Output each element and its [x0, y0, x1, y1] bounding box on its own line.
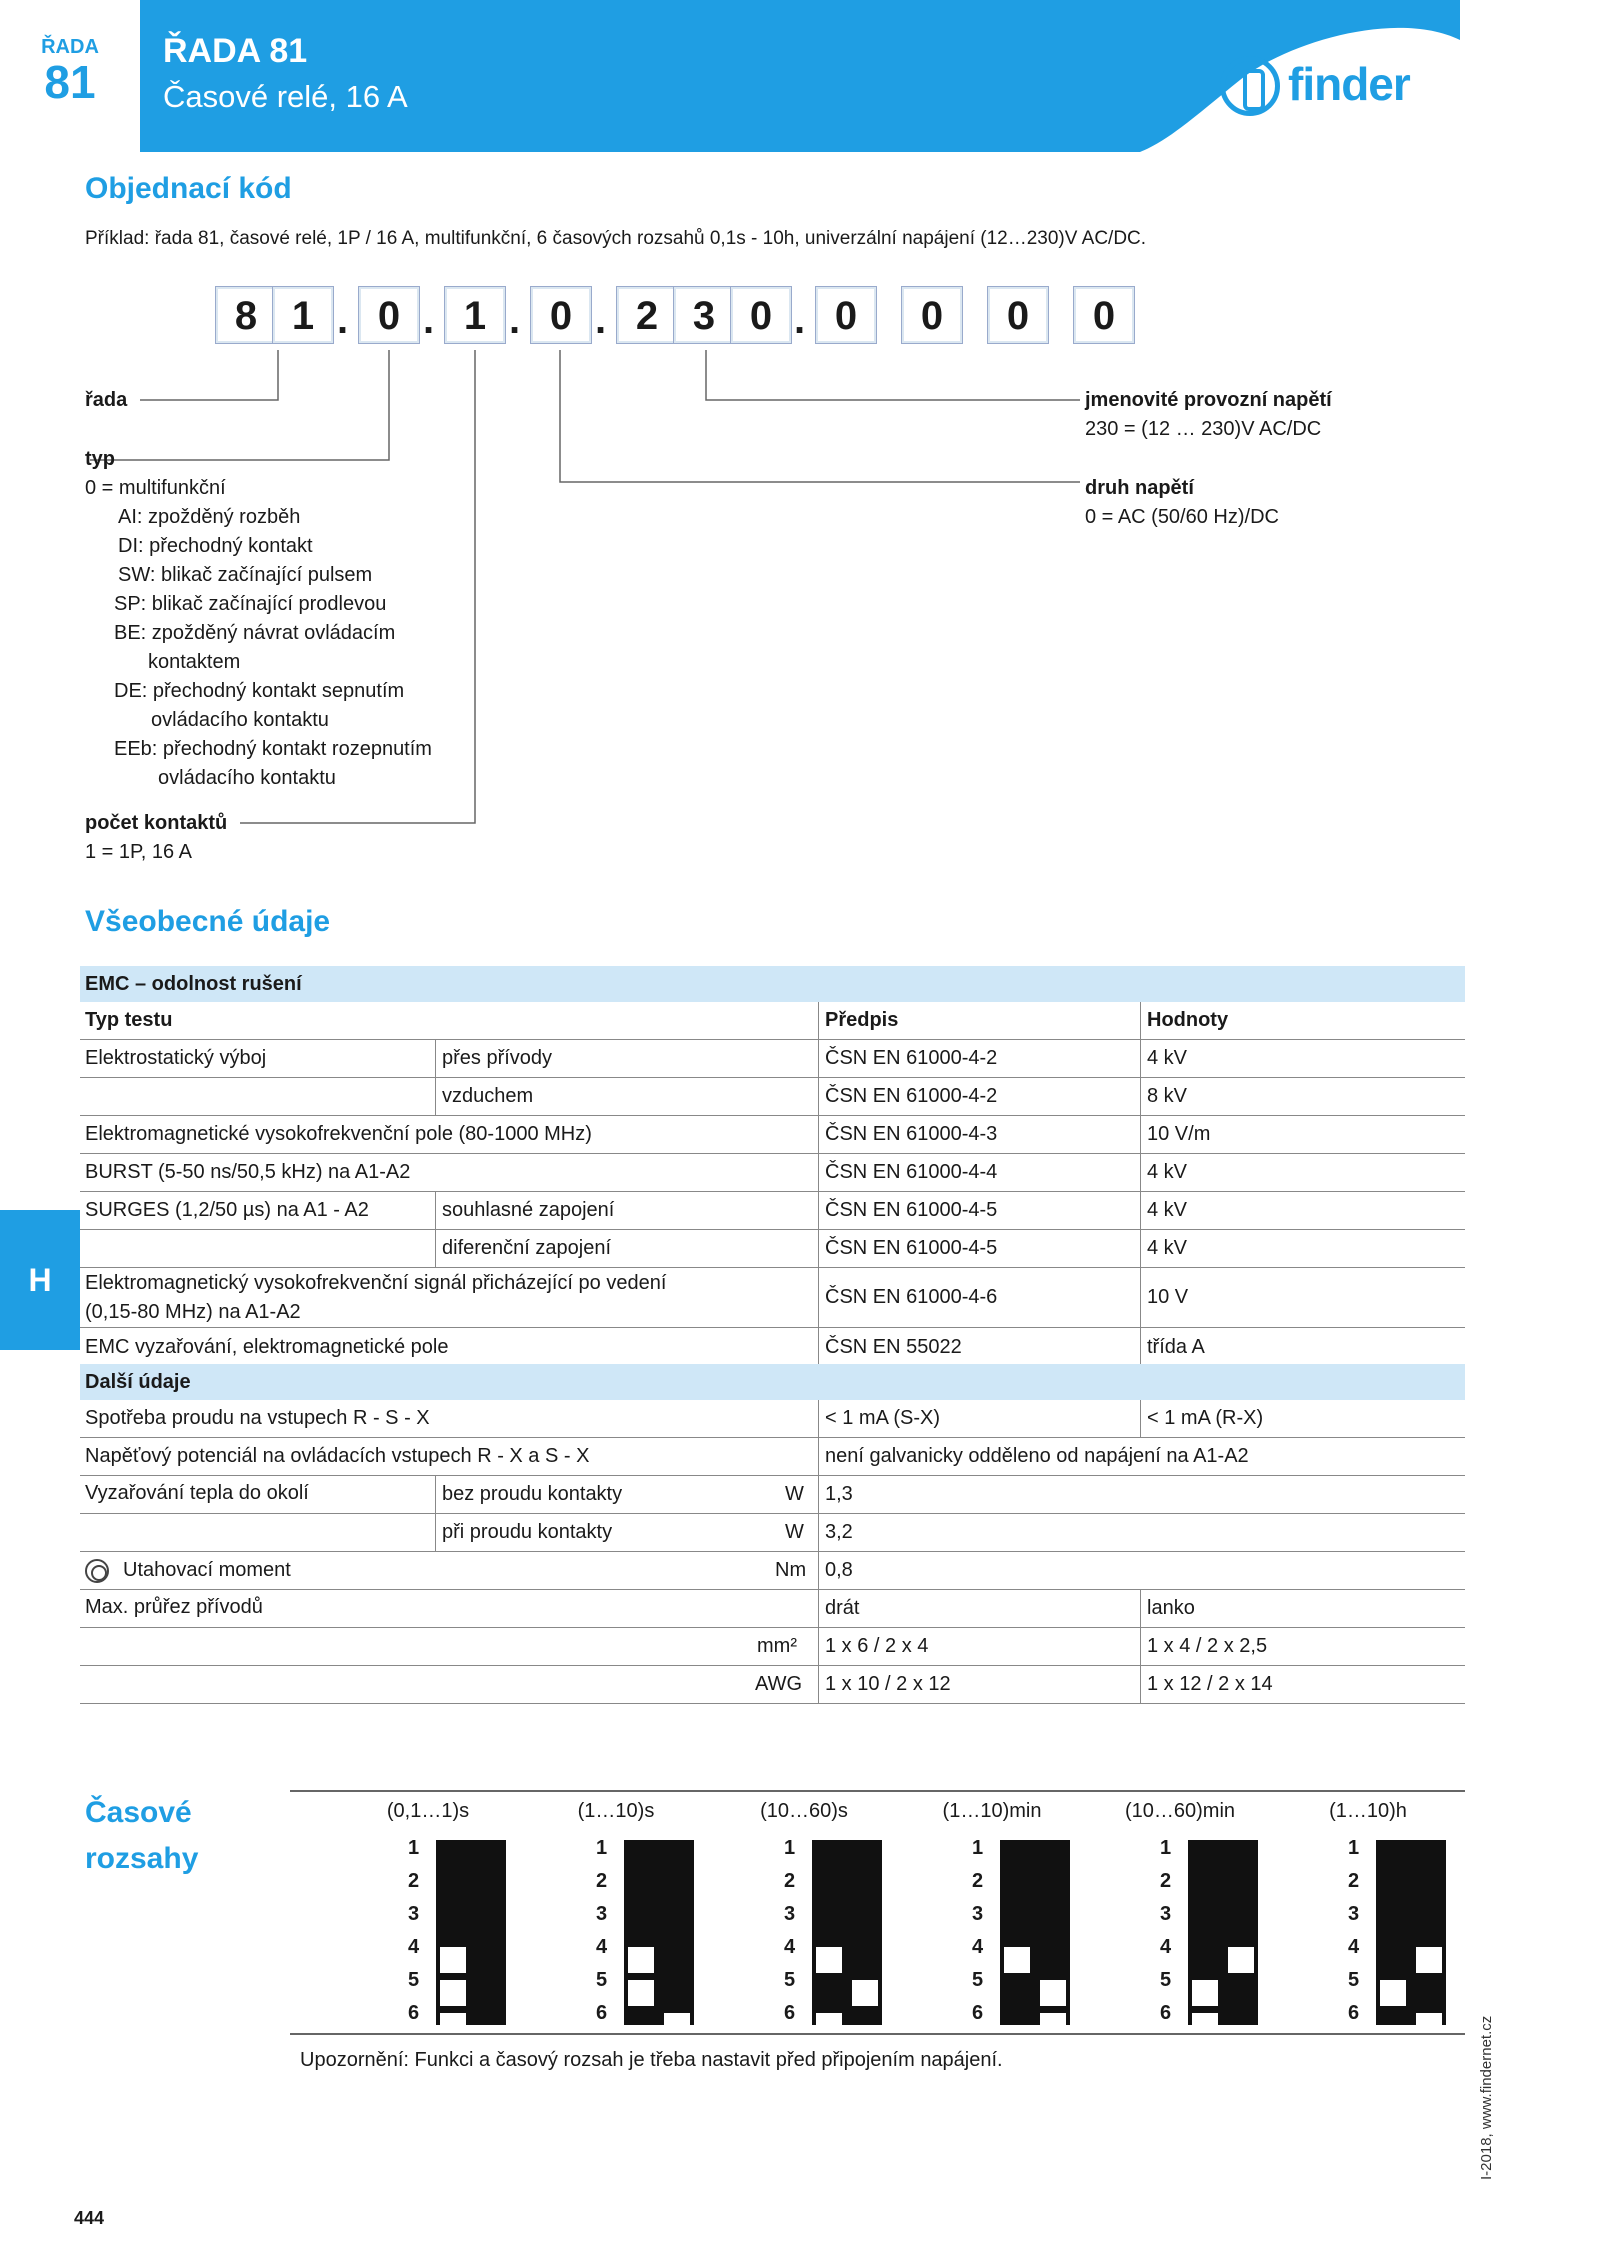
section-tab: H: [0, 1210, 80, 1350]
cell-unit: AWG: [755, 1673, 803, 1695]
cell-predpis: ČSN EN 61000-4-3: [825, 1123, 998, 1145]
switch-position: [664, 2013, 690, 2039]
cell-test: Max. průřez přívodů: [85, 1596, 263, 1618]
logo-icon: [1220, 56, 1280, 116]
dip-switch-range: [1280, 1800, 1460, 2030]
cell-sub: vzduchem: [442, 1085, 534, 1107]
switch-position: [440, 1947, 466, 1973]
cell-predpis: není galvanicky odděleno od napájení na A1-A2: [825, 1445, 1249, 1467]
page-number: 444: [74, 2208, 105, 2228]
dip-switch-range: [904, 1800, 1084, 2030]
cell-predpis: < 1 mA (S-X): [825, 1407, 941, 1429]
col-predpis: Předpis: [825, 1009, 899, 1031]
switch-position: [628, 1947, 654, 1973]
cell-predpis: ČSN EN 61000-4-6: [825, 1286, 998, 1308]
code-digit: 0: [987, 286, 1049, 344]
table-row: [80, 1552, 1465, 1590]
switch-block: [812, 1840, 882, 2025]
dip-switch-range: [340, 1800, 520, 2030]
napeti-value: 230 = (12 … 230)V AC/DC: [1085, 418, 1322, 440]
cell-test-line2: (0,15-80 MHz) na A1-A2: [85, 1300, 301, 1323]
col-typ: Typ testu: [85, 1009, 173, 1031]
druh-value: 0 = AC (50/60 Hz)/DC: [1085, 506, 1279, 528]
table-row: [80, 1590, 1465, 1628]
series-tag: [40, 36, 100, 108]
range-label: (10…60)min: [1124, 1800, 1236, 1822]
cell-value: 1 x 4 / 2 x 2,5: [1147, 1635, 1268, 1657]
code-digit: 3: [673, 286, 735, 344]
general-heading: Všeobecné údaje: [85, 905, 331, 938]
typ-item: EEb: přechodný kontakt rozepnutím: [114, 738, 432, 760]
table-row: [80, 1514, 1465, 1552]
copyright: I-2018, www.findernet.cz: [1478, 2015, 1495, 2180]
switch-position: [1416, 2013, 1442, 2039]
switch-numbers: 1 2 3 4 5 6: [1348, 1837, 1360, 2024]
code-digit: 2: [616, 286, 678, 344]
typ-item: SW: blikač začínající pulsem: [118, 564, 373, 586]
table-row: [80, 1666, 1465, 1704]
table-row: [80, 1230, 1465, 1268]
switch-position: [1192, 1980, 1218, 2006]
finder-logo: [1220, 56, 1460, 116]
switch-numbers: 1 2 3 4 5 6: [408, 1837, 420, 2024]
cell-predpis: ČSN EN 61000-4-5: [825, 1237, 998, 1259]
table-row: [80, 1328, 1465, 1366]
switch-position: [816, 2013, 842, 2039]
table-row: [80, 1438, 1465, 1476]
table-section-header: [80, 1364, 1465, 1400]
code-digit: 0: [1073, 286, 1135, 344]
page-subtitle: Časové relé, 16 A: [163, 79, 408, 114]
cell-predpis: 1 x 6 / 2 x 4: [825, 1635, 929, 1657]
cell-value: 0,8: [825, 1559, 853, 1581]
other-header: Další údaje: [85, 1370, 191, 1393]
page-title: ŘADA 81: [163, 32, 308, 70]
code-digit: 0: [358, 286, 420, 344]
table-row: [80, 1268, 1465, 1328]
typ-item: DI: přechodný kontakt: [118, 535, 313, 557]
switch-position: [852, 1980, 878, 2006]
cell-sub: souhlasné zapojení: [442, 1199, 615, 1221]
cell-predpis: ČSN EN 55022: [825, 1335, 962, 1358]
cell-value: 1 x 12 / 2 x 14: [1147, 1673, 1273, 1695]
cell-value: < 1 mA (R-X): [1147, 1407, 1264, 1429]
switch-position: [440, 1980, 466, 2006]
cell-value: 4 kV: [1147, 1161, 1188, 1183]
cell-test-line1: Elektromagnetický vysokofrekvenční signál přicházející po vedení: [85, 1271, 667, 1294]
ranges-heading-line2: rozsahy: [85, 1842, 199, 1875]
cell-test: Spotřeba proudu na vstupech R - S - X: [85, 1407, 430, 1429]
switch-block: [1376, 1840, 1446, 2025]
switch-numbers: 1 2 3 4 5 6: [972, 1837, 984, 2024]
ranges-heading: [85, 1790, 198, 1882]
cell-value: 4 kV: [1147, 1237, 1188, 1259]
range-label: (1…10)h: [1329, 1800, 1407, 1822]
code-separator: .: [423, 298, 435, 342]
switch-position: [1040, 2013, 1066, 2039]
header-title-block: [163, 32, 408, 115]
napeti-label: jmenovité provozní napětí: [1085, 389, 1332, 411]
typ-item: ovládacího kontaktu: [151, 709, 329, 731]
switch-position: [628, 1980, 654, 2006]
dip-switch-range: [528, 1800, 708, 2030]
switch-position: [1228, 1947, 1254, 1973]
cell-value: 4 kV: [1147, 1199, 1188, 1221]
table-row: [80, 1192, 1465, 1230]
cell-sub: diferenční zapojení: [442, 1237, 612, 1259]
order-code-heading: Objednací kód: [85, 172, 292, 205]
switch-position: [816, 1947, 842, 1973]
code-digit: 0: [730, 286, 792, 344]
cell-predpis: 1 x 10 / 2 x 12: [825, 1673, 951, 1695]
table-section-header: [80, 966, 1465, 1002]
cell-unit: mm²: [757, 1635, 797, 1657]
druh-label: druh napětí: [1085, 477, 1194, 499]
cell-test: EMC vyzařování, elektromagnetické pole: [85, 1335, 449, 1358]
code-separator: .: [595, 298, 607, 342]
cell-predpis: ČSN EN 61000-4-2: [825, 1047, 998, 1069]
switch-position: [1004, 1947, 1030, 1973]
cell-predpis: ČSN EN 61000-4-2: [825, 1085, 998, 1107]
cell-test: BURST (5-50 ns/50,5 kHz) na A1-A2: [85, 1161, 411, 1183]
switch-numbers: 1 2 3 4 5 6: [596, 1837, 608, 2024]
cell-test: Elektrostatický výboj: [85, 1047, 267, 1069]
cell-predpis: drát: [825, 1597, 860, 1619]
dip-switch-range: [716, 1800, 896, 2030]
switch-block: [1188, 1840, 1258, 2025]
cell-value: třída A: [1147, 1335, 1205, 1358]
range-label: (1…10)min: [942, 1800, 1042, 1822]
cell-test: Napěťový potenciál na ovládacích vstupech R - X a S - X: [85, 1445, 590, 1467]
cell-unit: W: [785, 1521, 804, 1543]
code-separator: .: [337, 298, 349, 342]
switch-block: [436, 1840, 506, 2025]
switch-block: [624, 1840, 694, 2025]
typ-item: SP: blikač začínající prodlevou: [114, 593, 387, 615]
code-digit: 1: [444, 286, 506, 344]
cell-test: [80, 1268, 666, 1327]
cell-sub: při proudu kontakty: [442, 1521, 613, 1543]
cell-test: Vyzařování tepla do okolí: [85, 1482, 309, 1504]
rada-label: řada: [85, 389, 128, 411]
cell-test: Elektromagnetické vysokofrekvenční pole (80-1000 MHz): [85, 1123, 592, 1145]
order-example: Příklad: řada 81, časové relé, 1P / 16 A, multifunkční, 6 časových rozsahů 0,1s - 10h, univerzální napájení (12…230)V AC/DC.: [85, 228, 1147, 249]
switch-block: [1000, 1840, 1070, 2025]
cell-unit: Nm: [775, 1559, 807, 1581]
code-digit: 0: [530, 286, 592, 344]
divider: [290, 2033, 1465, 2035]
ranges-note: Upozornění: Funkci a časový rozsah je třeba nastavit před připojením napájení.: [300, 2049, 1003, 2071]
table-row: [80, 1154, 1465, 1192]
cell-test: SURGES (1,2/50 µs) na A1 - A2: [85, 1199, 369, 1221]
table-row: [80, 1628, 1465, 1666]
typ-item: AI: zpožděný rozběh: [118, 506, 301, 528]
typ-item: ovládacího kontaktu: [158, 767, 336, 789]
code-digit: 8: [215, 286, 277, 344]
cell-sub: přes přívody: [442, 1047, 553, 1069]
moment-label: Utahovací moment: [123, 1559, 291, 1581]
switch-position: [1416, 1947, 1442, 1973]
range-label: (1…10)s: [577, 1800, 655, 1822]
series-number: 81: [44, 56, 96, 108]
dip-switch-range: [1092, 1800, 1272, 2030]
typ-label: typ: [85, 448, 115, 470]
cell-value: 10 V/m: [1147, 1123, 1211, 1145]
range-label: (10…60)s: [760, 1800, 848, 1822]
table-row: [80, 1116, 1465, 1154]
cell-sub: bez proudu kontakty: [442, 1483, 623, 1505]
switch-position: [1040, 1980, 1066, 2006]
pocet-label: počet kontaktů: [85, 812, 228, 834]
switch-position: [1380, 1980, 1406, 2006]
code-digit: 1: [272, 286, 334, 344]
switch-numbers: 1 2 3 4 5 6: [784, 1837, 796, 2024]
cell-predpis: ČSN EN 61000-4-4: [825, 1161, 998, 1183]
col-hodnoty: Hodnoty: [1147, 1009, 1229, 1031]
code-digit: 0: [901, 286, 963, 344]
range-label: (0,1…1)s: [386, 1800, 470, 1822]
table-row: [80, 1476, 1465, 1514]
switch-position: [440, 2013, 466, 2039]
switch-numbers: 1 2 3 4 5 6: [1160, 1837, 1172, 2024]
typ-item: DE: přechodný kontakt sepnutím: [114, 680, 405, 702]
cell-predpis: ČSN EN 61000-4-5: [825, 1199, 998, 1221]
table-row: [80, 1400, 1465, 1438]
pocet-value: 1 = 1P, 16 A: [85, 841, 192, 863]
logo-wordmark: finder: [1288, 58, 1410, 110]
code-digit: 0: [815, 286, 877, 344]
table-row: [80, 1040, 1465, 1078]
cell-value: 10 V: [1147, 1286, 1189, 1308]
emc-header: EMC – odolnost rušení: [85, 972, 302, 995]
switch-position: [1192, 2013, 1218, 2039]
typ-item: BE: zpožděný návrat ovládacím: [114, 622, 396, 644]
code-separator: .: [794, 298, 806, 342]
cell-unit: W: [785, 1483, 804, 1505]
cell-value: 8 kV: [1147, 1085, 1188, 1107]
ranges-heading-line1: Časové: [85, 1796, 192, 1829]
cell-value: lanko: [1147, 1597, 1195, 1619]
cell-test: [80, 1552, 291, 1589]
cell-value: 3,2: [825, 1521, 853, 1543]
cell-value: 4 kV: [1147, 1047, 1188, 1069]
divider: [290, 1790, 1465, 1792]
typ-item: 0 = multifunkční: [85, 477, 226, 499]
code-separator: .: [509, 298, 521, 342]
table-row: [80, 1078, 1465, 1116]
table-header-row: [80, 1002, 1465, 1040]
typ-item: kontaktem: [148, 651, 241, 673]
cell-value: 1,3: [825, 1483, 853, 1505]
series-small-label: ŘADA: [41, 36, 99, 58]
screw-icon: [85, 1559, 109, 1583]
